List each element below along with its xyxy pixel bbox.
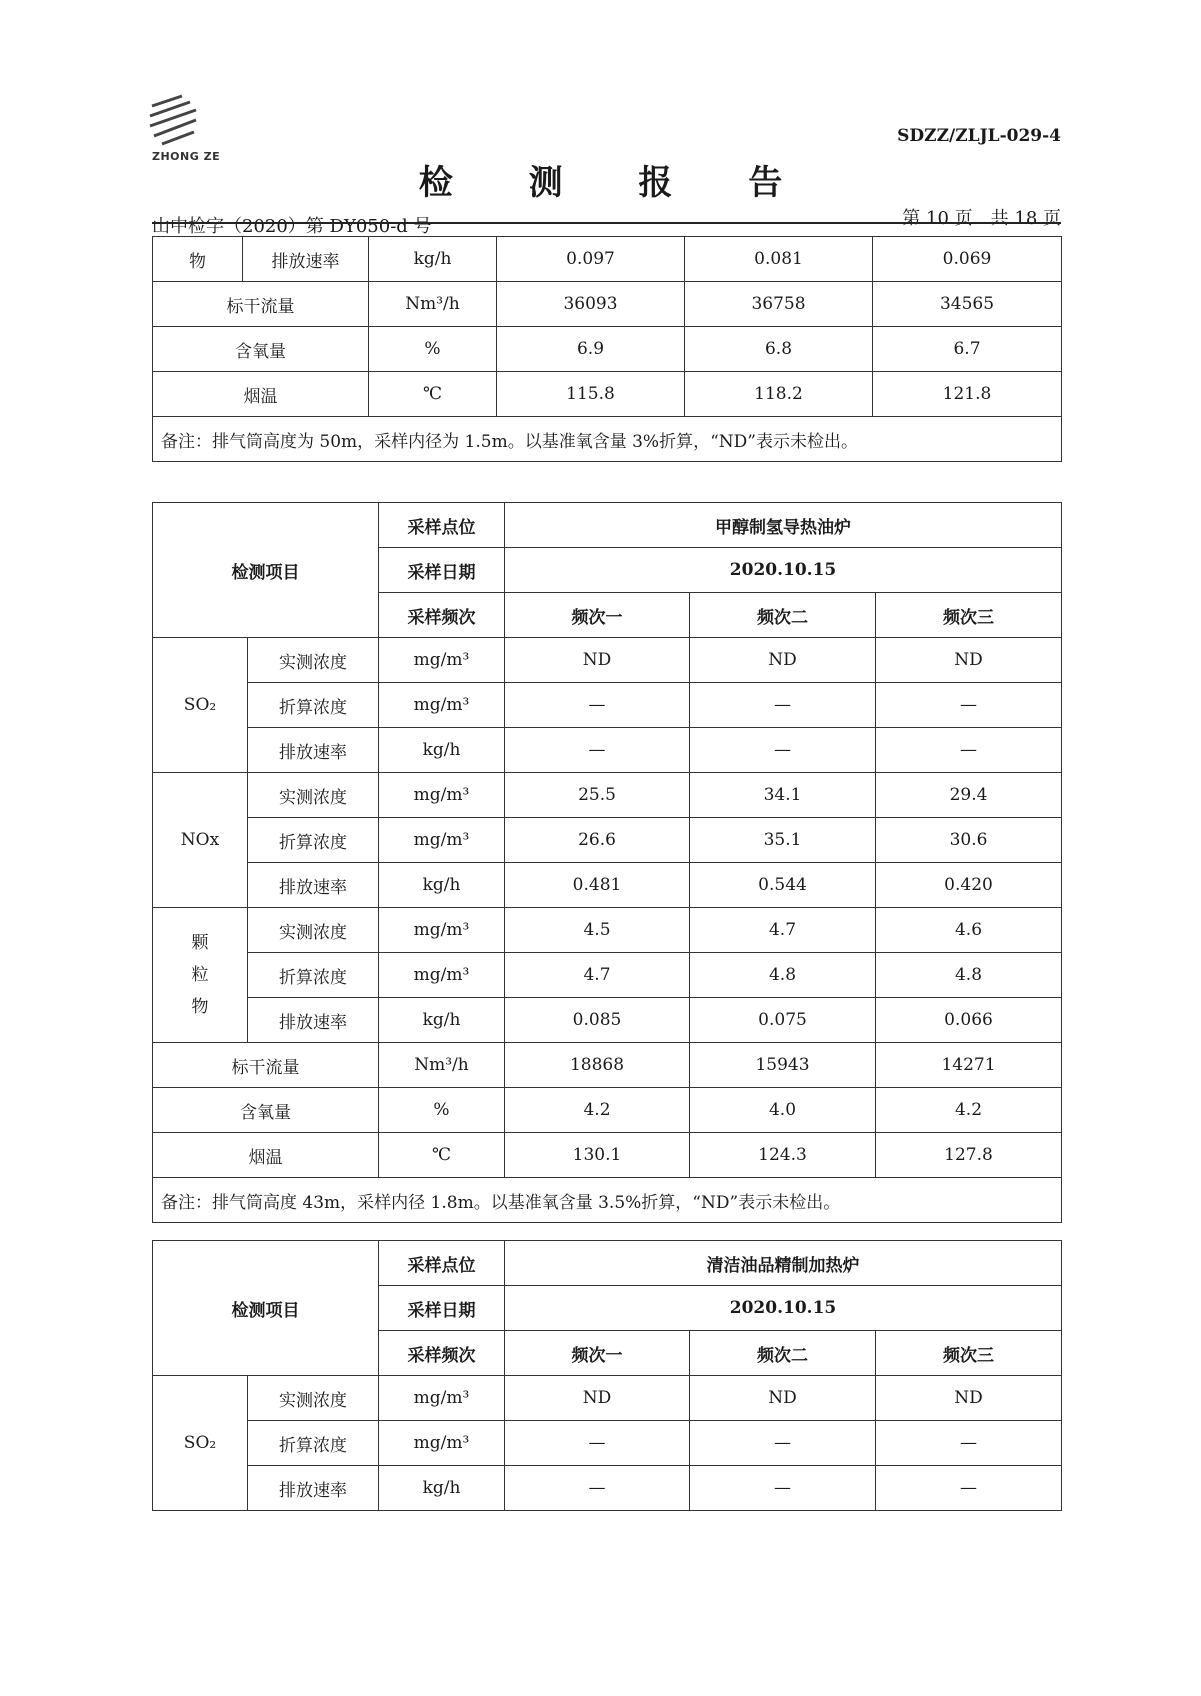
value-cell: 4.7 [690, 908, 876, 953]
unit-cell: % [369, 327, 497, 372]
param-label: 实测浓度 [248, 638, 379, 683]
table-row [153, 1088, 1062, 1133]
freq-header: 频次二 [690, 1331, 876, 1376]
value-cell: 0.544 [690, 863, 876, 908]
unit-cell: kg/h [379, 728, 505, 773]
date-label: 采样日期 [379, 1286, 505, 1331]
value-cell: ND [505, 638, 690, 683]
point-label: 采样点位 [379, 1241, 505, 1286]
value-cell: 35.1 [690, 818, 876, 863]
value-cell: 124.3 [690, 1133, 876, 1178]
value-cell: — [690, 1466, 876, 1511]
value-cell: 36093 [497, 282, 685, 327]
unit-cell: kg/h [379, 998, 505, 1043]
value-cell: 6.7 [873, 327, 1062, 372]
row-label: 标干流量 [153, 1043, 379, 1088]
value-cell: 6.8 [685, 327, 873, 372]
unit-cell: mg/m³ [379, 683, 505, 728]
logo-text: ZHONG ZE [152, 150, 221, 163]
value-cell: ND [505, 1376, 690, 1421]
value-cell: 4.7 [505, 953, 690, 998]
value-cell: 6.9 [497, 327, 685, 372]
value-cell: — [690, 1421, 876, 1466]
value-cell: ND [876, 638, 1062, 683]
date-label: 采样日期 [379, 548, 505, 593]
unit-cell: % [379, 1088, 505, 1133]
table-row [153, 998, 1062, 1043]
unit-cell: ℃ [369, 372, 497, 417]
row-label: 烟温 [153, 1133, 379, 1178]
param-label: 排放速率 [248, 998, 379, 1043]
value-cell: — [690, 683, 876, 728]
unit-cell: mg/m³ [379, 638, 505, 683]
table-row [153, 1421, 1062, 1466]
value-cell: 30.6 [876, 818, 1062, 863]
table-row [153, 1043, 1062, 1088]
value-cell: 0.069 [873, 237, 1062, 282]
table-row [153, 953, 1062, 998]
row-label: 含氧量 [153, 1088, 379, 1133]
table-refining-furnace [152, 1240, 1062, 1511]
value-cell: — [876, 683, 1062, 728]
pollutant-label: 物 [153, 237, 243, 282]
value-cell: 127.8 [876, 1133, 1062, 1178]
table-row [153, 327, 1062, 372]
table-row [153, 372, 1062, 417]
value-cell: 36758 [685, 282, 873, 327]
param-label: 排放速率 [248, 1466, 379, 1511]
value-cell: — [876, 728, 1062, 773]
freq-label: 采样频次 [379, 1331, 505, 1376]
table-row [153, 282, 1062, 327]
value-cell: 130.1 [505, 1133, 690, 1178]
point-label: 采样点位 [379, 503, 505, 548]
value-cell: 121.8 [873, 372, 1062, 417]
table-row [153, 908, 1062, 953]
value-cell: ND [690, 1376, 876, 1421]
unit-cell: mg/m³ [379, 818, 505, 863]
value-cell: 18868 [505, 1043, 690, 1088]
value-cell: — [690, 728, 876, 773]
value-cell: — [505, 1421, 690, 1466]
unit-cell: kg/h [379, 863, 505, 908]
row-label: 烟温 [153, 372, 369, 417]
value-cell: 0.075 [690, 998, 876, 1043]
param-label: 实测浓度 [248, 908, 379, 953]
value-cell: ND [690, 638, 876, 683]
point-value: 甲醇制氢导热油炉 [505, 503, 1062, 548]
value-cell: 26.6 [505, 818, 690, 863]
table-row [153, 683, 1062, 728]
param-label: 实测浓度 [248, 773, 379, 818]
param-label: 排放速率 [243, 237, 369, 282]
param-label: 排放速率 [248, 863, 379, 908]
report-number: 山中检字（2020）第 DY050-d 号 [152, 216, 432, 237]
table-row [153, 638, 1062, 683]
value-cell: 4.5 [505, 908, 690, 953]
point-value: 清洁油品精制加热炉 [505, 1241, 1062, 1286]
freq-header: 频次一 [505, 593, 690, 638]
value-cell: 115.8 [497, 372, 685, 417]
unit-cell: mg/m³ [379, 1421, 505, 1466]
table-row [153, 1178, 1062, 1223]
value-cell: 4.0 [690, 1088, 876, 1133]
value-cell: 0.420 [876, 863, 1062, 908]
header-divider [152, 222, 1061, 224]
row-label: 含氧量 [153, 327, 369, 372]
value-cell: 0.481 [505, 863, 690, 908]
document-code: SDZZ/ZLJL-029-4 [897, 126, 1061, 146]
unit-cell: Nm³/h [369, 282, 497, 327]
freq-label: 采样频次 [379, 593, 505, 638]
unit-cell: kg/h [379, 1466, 505, 1511]
value-cell: 15943 [690, 1043, 876, 1088]
pm-char: 物 [191, 997, 209, 1017]
date-value: 2020.10.15 [505, 1286, 1062, 1331]
table-methanol-furnace [152, 502, 1062, 1223]
unit-cell: mg/m³ [379, 773, 505, 818]
item-header: 检测项目 [153, 1241, 379, 1376]
value-cell: 34565 [873, 282, 1062, 327]
unit-cell: mg/m³ [379, 908, 505, 953]
value-cell: — [505, 728, 690, 773]
value-cell: — [876, 1421, 1062, 1466]
table-row [153, 237, 1062, 282]
freq-header: 频次一 [505, 1331, 690, 1376]
unit-cell: kg/h [369, 237, 497, 282]
value-cell: 4.6 [876, 908, 1062, 953]
param-label: 排放速率 [248, 728, 379, 773]
unit-cell: mg/m³ [379, 953, 505, 998]
unit-cell: mg/m³ [379, 1376, 505, 1421]
page-info: 第 10 页 共 18 页 [902, 208, 1061, 229]
value-cell: 14271 [876, 1043, 1062, 1088]
item-header: 检测项目 [153, 503, 379, 638]
row-label: 标干流量 [153, 282, 369, 327]
pm-char: 粒 [191, 965, 209, 985]
pm-char: 颗 [191, 933, 209, 953]
value-cell: 4.8 [876, 953, 1062, 998]
value-cell: 4.2 [876, 1088, 1062, 1133]
table-note: 备注：排气筒高度 43m，采样内径 1.8m。以基准氧含量 3.5%折算，“ND”表示未检出。 [153, 1178, 1062, 1223]
value-cell: 25.5 [505, 773, 690, 818]
table-row [153, 503, 1062, 548]
table-row [153, 728, 1062, 773]
value-cell: — [505, 1466, 690, 1511]
page-title: 检 测 报 告 [418, 163, 815, 203]
freq-header: 频次三 [876, 1331, 1062, 1376]
value-cell: 0.097 [497, 237, 685, 282]
table-note: 备注：排气筒高度为 50m，采样内径为 1.5m。以基准氧含量 3%折算，“ND”表示未检出。 [153, 417, 1062, 462]
value-cell: 4.2 [505, 1088, 690, 1133]
param-label: 折算浓度 [248, 953, 379, 998]
param-label: 折算浓度 [248, 818, 379, 863]
value-cell: 0.085 [505, 998, 690, 1043]
value-cell: 0.066 [876, 998, 1062, 1043]
value-cell: ND [876, 1376, 1062, 1421]
table-row [153, 863, 1062, 908]
table-row [153, 773, 1062, 818]
table-continuation [152, 236, 1062, 462]
date-value: 2020.10.15 [505, 548, 1062, 593]
value-cell: 29.4 [876, 773, 1062, 818]
pollutant-so2: SO₂ [153, 638, 248, 773]
pollutant-nox: NOx [153, 773, 248, 908]
table-row [153, 1376, 1062, 1421]
freq-header: 频次二 [690, 593, 876, 638]
freq-header: 频次三 [876, 593, 1062, 638]
value-cell: 118.2 [685, 372, 873, 417]
table-row [153, 417, 1062, 462]
table-row [153, 1241, 1062, 1286]
value-cell: — [876, 1466, 1062, 1511]
param-label: 折算浓度 [248, 1421, 379, 1466]
param-label: 折算浓度 [248, 683, 379, 728]
param-label: 实测浓度 [248, 1376, 379, 1421]
table-row [153, 818, 1062, 863]
value-cell: 34.1 [690, 773, 876, 818]
table-row [153, 1466, 1062, 1511]
pollutant-particulate [153, 908, 248, 1043]
value-cell: 0.081 [685, 237, 873, 282]
unit-cell: Nm³/h [379, 1043, 505, 1088]
unit-cell: ℃ [379, 1133, 505, 1178]
table-row [153, 1133, 1062, 1178]
value-cell: — [505, 683, 690, 728]
pollutant-so2: SO₂ [153, 1376, 248, 1511]
value-cell: 4.8 [690, 953, 876, 998]
